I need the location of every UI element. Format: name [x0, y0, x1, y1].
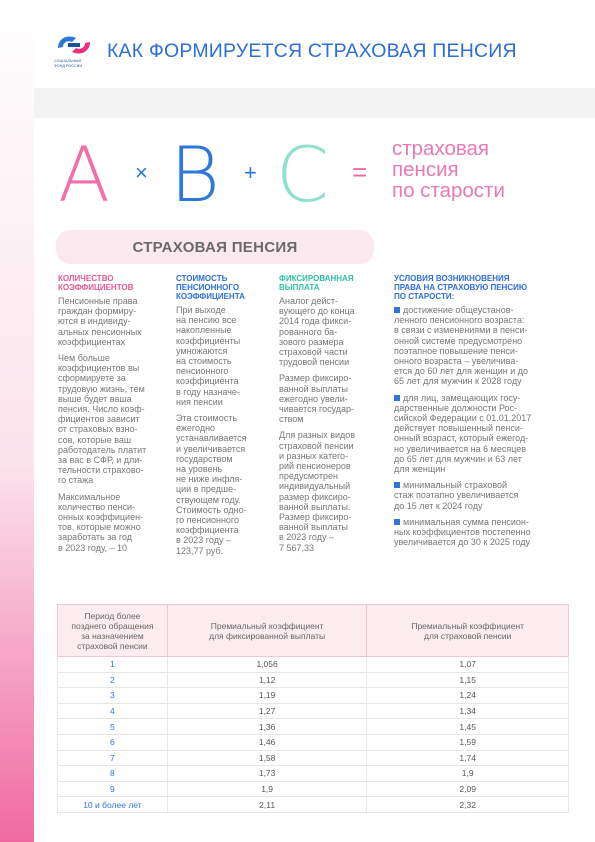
paragraph-line: ции в предше- [176, 484, 237, 495]
bullet-square-icon [394, 482, 400, 488]
paragraph-line: пенсионного [176, 366, 229, 377]
column-paragraph [176, 413, 270, 556]
paragraph-line: коэффициентов вы [58, 363, 140, 374]
paragraph-line: го пенсионного [176, 515, 240, 526]
paragraph-line: ются в индивиду- [58, 316, 131, 327]
logo-text [54, 59, 96, 68]
bullet-line: онной системе предусмотрено [394, 335, 523, 346]
paragraph-line: зового размера [279, 336, 344, 347]
paragraph-line: тельности страхово- [58, 465, 144, 476]
bullet-square-icon [394, 307, 400, 313]
formula-result-line: по старости [392, 179, 505, 202]
paragraph-line: коэффициенты [176, 335, 241, 346]
paragraph-line: го стажа [58, 475, 94, 486]
paragraph-line: ванной выплаты [279, 383, 348, 394]
table-header-line: страховой пенсии [77, 640, 148, 651]
table-cell-pension-coef: 1,24 [367, 688, 569, 704]
table-cell-fixed-coef: 1,9 [167, 781, 367, 797]
paragraph-line: чивается государ- [279, 404, 355, 415]
paragraph-line: Аналог дейст- [279, 296, 339, 306]
paragraph-line: альных пенсионных [58, 326, 142, 337]
bullet-line: ленного пенсионного возраста: [394, 315, 525, 326]
column-heading-line: ПО СТАРОСТИ: [394, 292, 455, 301]
table-cell-fixed-coef: 1,19 [167, 688, 367, 704]
paragraph-line: не ниже инфля- [176, 474, 243, 485]
table-header-row [58, 605, 569, 657]
table-cell-pension-coef: 1,9 [367, 766, 569, 782]
table-cell-period: 2 [58, 672, 168, 688]
bullet-square-icon [394, 395, 400, 401]
paragraph-line: ежегодно увели- [279, 393, 348, 404]
paragraph-line: Размер фиксиро- [279, 373, 352, 384]
premium-coefficients-table [57, 604, 569, 813]
paragraph-line: трудовую жизнь, тем [58, 383, 145, 394]
column-paragraph [279, 296, 375, 367]
paragraph-line: 123,77 руб. [176, 545, 224, 556]
paragraph-line: ванной выплаты. [279, 501, 351, 512]
paragraph-line: коэффициента [176, 376, 239, 387]
condition-bullet [394, 393, 566, 475]
paragraph-line: в 2023 году – [176, 535, 231, 546]
paragraph-line: При выходе [176, 305, 226, 315]
paragraph-line: за вас в СФР, и дли- [58, 455, 143, 466]
paragraph-line: ством [279, 414, 304, 425]
table-cell-period: 5 [58, 719, 168, 735]
bullet-line: минимальный страховой [403, 480, 508, 491]
paragraph-line: в году назначе- [176, 386, 240, 397]
column-heading [279, 274, 375, 292]
table-header-line: за назначением [81, 630, 144, 641]
column-conditions [394, 274, 566, 553]
table-row [58, 797, 569, 813]
bullet-line: стаж поэтапно увеличивается [394, 490, 519, 501]
paragraph-line: 7 567,33 [279, 542, 315, 553]
table-cell-period: 8 [58, 766, 168, 782]
formula-equals: = [352, 157, 368, 187]
paragraph-line: коэффициентах [58, 336, 126, 347]
column-paragraph [58, 296, 164, 347]
bullet-line: для женщин [394, 464, 446, 475]
column-fixed-payment [279, 274, 375, 559]
table-cell-fixed-coef: 1,46 [167, 734, 367, 750]
column-heading [58, 274, 164, 292]
table-cell-pension-coef: 1,45 [367, 719, 569, 735]
bullet-line: ется до 60 лет для женщин и до [394, 366, 529, 377]
bullet-square-icon [394, 519, 400, 525]
paragraph-line: и увеличивается [176, 443, 246, 454]
column-heading [176, 274, 270, 301]
paragraph-line: государством [176, 453, 233, 464]
page-title: КАК ФОРМИРУЕТСЯ СТРАХОВАЯ ПЕНСИЯ [107, 40, 517, 62]
bullet-line: онный возраст, который ежегод- [394, 433, 529, 444]
column-heading-line: ВЫПЛАТА [279, 283, 320, 292]
table-cell-pension-coef: 1,34 [367, 703, 569, 719]
paragraph-line: трудовой пенсии [279, 357, 350, 368]
paragraph-line: тов, которые можно [58, 522, 141, 533]
paragraph-line: в 2023 году, – 10 [58, 542, 128, 553]
column-heading-line: СТОИМОСТЬ [176, 274, 228, 283]
paragraph-line: Стоимость одно- [176, 504, 247, 515]
formula-a: A [58, 130, 110, 219]
column-heading-line: КОЭФФИЦИЕНТА [176, 292, 245, 301]
paragraph-line: Чем больше [58, 353, 110, 364]
paragraph-line: на пенсию все [176, 315, 237, 326]
paragraph-line: накопленные [176, 325, 232, 336]
table-header-line: Период более [84, 610, 141, 621]
table-cell-fixed-coef: 1,12 [167, 672, 367, 688]
table-cell-pension-coef: 1,07 [367, 657, 569, 673]
column-paragraph [58, 353, 164, 486]
paragraph-line: страховой части [279, 347, 348, 358]
paragraph-line: Пенсионные права [58, 296, 138, 306]
table-header-line: Премиальный коэффициент [411, 620, 525, 631]
decorative-topbar [34, 88, 595, 118]
paragraph-line: онных коэффициен- [58, 512, 144, 523]
paragraph-line: в 2023 году – [279, 532, 334, 543]
table-header-line: для страховой пенсии [424, 630, 512, 641]
table-row [58, 734, 569, 750]
table-cell-fixed-coef: 1,58 [167, 750, 367, 766]
table-cell-period: 7 [58, 750, 168, 766]
paragraph-line: коэффициента [176, 525, 239, 536]
bullet-line: достижение общеустанов- [403, 305, 514, 315]
column-heading-line: КОЭФФИЦИЕНТОВ [58, 283, 134, 292]
paragraph-line: 2014 года фикси- [279, 316, 352, 327]
paragraph-line: рий пенсионеров [279, 461, 351, 472]
table-cell-fixed-coef: 2,11 [167, 797, 367, 813]
condition-bullet [394, 517, 566, 548]
paragraph-line: количество пенси- [58, 501, 136, 512]
table-cell-pension-coef: 1,59 [367, 734, 569, 750]
paragraph-line: выше будет ваша [58, 393, 132, 404]
paragraph-line: граждан формиру- [58, 306, 137, 317]
paragraph-line: индивидуальный [279, 481, 351, 492]
table-row [58, 750, 569, 766]
paragraph-line: от страховых взно- [58, 424, 138, 435]
paragraph-line: размер фиксиро- [279, 491, 351, 502]
formula-c: C [276, 130, 330, 219]
paragraph-line: умножаются [176, 345, 228, 356]
bullet-line: ных коэффициентов постепенно [394, 527, 531, 538]
table-cell-fixed-coef: 1,056 [167, 657, 367, 673]
paragraph-line: Размер фиксиро- [279, 512, 352, 523]
sfr-logo-icon [54, 32, 94, 58]
paragraph-line: предусмотрен [279, 471, 338, 482]
bullet-line: до 15 лет к 2024 году [394, 500, 483, 511]
section-title: СТРАХОВАЯ ПЕНСИЯ [56, 230, 374, 264]
logo-text-line: СОЦИАЛЬНЫЙ [54, 59, 82, 63]
table-header-line: Премиальный коэффициент [210, 620, 324, 631]
table-cell-period: 9 [58, 781, 168, 797]
condition-bullet [394, 305, 566, 387]
paragraph-line: вующего до конца [279, 306, 355, 317]
table-header-period [58, 605, 168, 657]
condition-bullet [394, 480, 566, 511]
paragraph-line: Для разных видов [279, 430, 356, 441]
column-heading-line: КОЛИЧЕСТВО [58, 274, 114, 283]
table-cell-fixed-coef: 1,27 [167, 703, 367, 719]
column-paragraph [279, 373, 375, 424]
table-header-line: позднего обращения [71, 620, 154, 631]
table-cell-pension-coef: 1,74 [367, 750, 569, 766]
table-header-fixed-coef [167, 605, 367, 657]
paragraph-line: пенсия. Число коэф- [58, 404, 145, 415]
column-heading-line: ФИКСИРОВАННАЯ [279, 274, 354, 283]
paragraph-line: и разных катего- [279, 450, 349, 461]
paragraph-line: устанавливается [176, 433, 247, 444]
table-header-line: для фиксированной выплаты [209, 630, 326, 641]
table-row [58, 719, 569, 735]
column-heading-line: ПРАВА НА СТРАХОВУЮ ПЕНСИЮ [394, 283, 528, 292]
paragraph-line: ствующем году. [176, 494, 241, 505]
formula-result [392, 138, 505, 201]
logo-text-line: ФОНД РОССИИ [54, 63, 83, 68]
table-cell-fixed-coef: 1,73 [167, 766, 367, 782]
column-heading [394, 274, 566, 301]
logo [54, 32, 96, 68]
paragraph-line: страховой пенсии [279, 440, 354, 451]
column-paragraph [58, 492, 164, 553]
paragraph-line: Эта стоимость [176, 413, 238, 424]
table-cell-pension-coef: 2,32 [367, 797, 569, 813]
table-row [58, 703, 569, 719]
table-cell-pension-coef: 1,15 [367, 672, 569, 688]
table-body [58, 657, 569, 813]
table-row [58, 781, 569, 797]
paragraph-line: сов, которые ваш [58, 434, 132, 445]
paragraph-line: фициентов зависит [58, 414, 140, 425]
paragraph-line: на стоимость [176, 356, 232, 367]
table-cell-period: 4 [58, 703, 168, 719]
bullet-line: 65 лет для мужчин к 2028 году [394, 376, 522, 387]
table-cell-fixed-coef: 1,36 [167, 719, 367, 735]
paragraph-line: заработать за год [58, 532, 133, 543]
paragraph-line: работодатель платит [58, 444, 147, 455]
column-paragraph [176, 305, 270, 407]
formula-plus: + [244, 160, 257, 185]
formula-result-line: страховая [392, 137, 490, 160]
formula-multiply: × [135, 160, 148, 185]
column-coefficient-cost [176, 274, 270, 562]
table-cell-period: 6 [58, 734, 168, 750]
paragraph-line: сформируете за [58, 373, 126, 384]
table-header-pension-coef [367, 605, 569, 657]
paragraph-line: рованного ба- [279, 326, 338, 337]
bullet-line: для лиц, замещающих госу- [403, 392, 521, 403]
table-cell-pension-coef: 2,09 [367, 781, 569, 797]
table-cell-period: 3 [58, 688, 168, 704]
column-heading-line: УСЛОВИЯ ВОЗНИКНОВЕНИЯ [394, 274, 510, 283]
column-heading-line: ПЕНСИОННОГО [176, 283, 240, 292]
bullet-line: но увеличивается на 6 месяцев [394, 443, 527, 454]
bullet-line: минимальная сумма пенсион- [403, 516, 529, 527]
table-row [58, 688, 569, 704]
table-row [58, 766, 569, 782]
bullet-line: до 65 лет для мужчин и 63 лет [394, 453, 522, 464]
column-paragraph [279, 430, 375, 552]
table-row [58, 657, 569, 673]
table-row [58, 672, 569, 688]
bullet-line: сийской Федерации с 01.01.2017 [394, 413, 532, 424]
decorative-sidebar [0, 0, 34, 842]
column-coefficients [58, 274, 164, 559]
table-cell-period: 1 [58, 657, 168, 673]
paragraph-line: Максимальное [58, 491, 121, 502]
pension-formula [0, 130, 595, 219]
bullet-line: увеличивается до 30 к 2025 году [394, 537, 531, 548]
bullet-line: в связи с изменениями в пенси- [394, 325, 528, 336]
bullet-line: поэтапное повышение пенси- [394, 345, 518, 356]
bullet-line: действует повышенный пенси- [394, 423, 523, 434]
paragraph-line: ния пенсии [176, 396, 223, 407]
paragraph-line: на уровень [176, 464, 223, 475]
table-cell-period: 10 и более лет [58, 797, 168, 813]
formula-result-line: пенсия [392, 158, 459, 181]
formula-b: B [170, 130, 220, 219]
paragraph-line: ежегодно [176, 423, 216, 434]
bullet-line: дарственные должности Рос- [394, 402, 518, 413]
paragraph-line: ванной выплаты [279, 522, 348, 533]
bullet-line: онного возраста – увеличива- [394, 356, 519, 367]
